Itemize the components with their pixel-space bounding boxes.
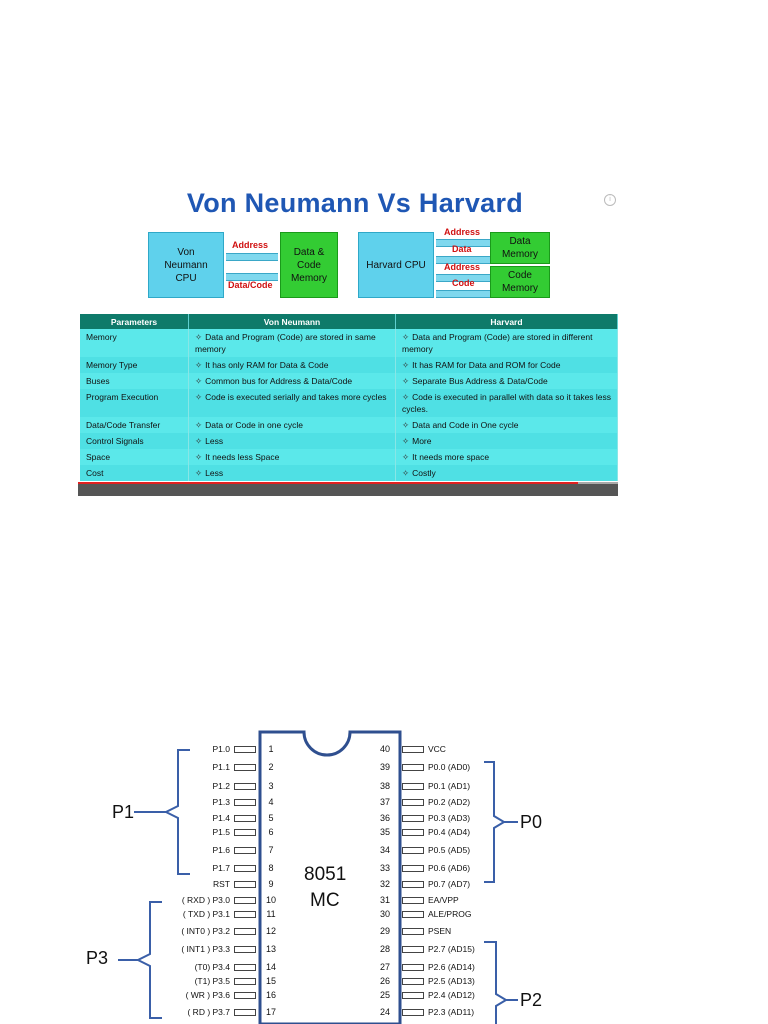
- row-von-neumann-text: Less: [205, 468, 224, 478]
- pin-label-right: VCC: [428, 744, 446, 754]
- pin-right: [402, 829, 424, 836]
- row-von-neumann: ✧ It needs less Space: [189, 449, 396, 465]
- row-von-neumann: ✧ Common bus for Address & Data/Code: [189, 373, 396, 389]
- row-von-neumann: ✧ Less: [189, 465, 396, 481]
- pin-label-right: P0.6 (AD6): [428, 863, 471, 873]
- pin-number-left: 5: [268, 813, 274, 823]
- pin-number-left: 16: [265, 990, 276, 1000]
- pin-left: [234, 946, 256, 953]
- pin-number-left: 15: [265, 976, 276, 986]
- table-row: [80, 417, 618, 433]
- pin-right: [402, 764, 424, 771]
- table-row: [80, 329, 618, 357]
- chip-name-line2: MC: [310, 890, 340, 911]
- pin-number-left: 13: [265, 944, 276, 954]
- row-parameter: Cost: [80, 465, 189, 481]
- p2-bracket: [484, 942, 506, 1024]
- row-von-neumann: ✧ Code is executed serially and takes more cycles: [189, 389, 396, 417]
- table-row: [80, 357, 618, 373]
- row-harvard: ✧ Code is executed in parallel with data so it takes less cycles.: [396, 389, 618, 417]
- pin-label-left: ( WR ) P3.6: [185, 990, 230, 1000]
- chip-name-line1: 8051: [304, 864, 347, 885]
- row-harvard: ✧ It needs more space: [396, 449, 618, 465]
- pin-number-left: 8: [268, 863, 274, 873]
- von-neumann-cpu-label: Von Neumann CPU: [164, 246, 208, 284]
- pin-right: [402, 978, 424, 985]
- h-data-label: Data: [452, 244, 472, 254]
- pin-right: [402, 799, 424, 806]
- table-row: [80, 433, 618, 449]
- row-von-neumann: ✧ Less: [189, 433, 396, 449]
- pin-number-left: 11: [266, 909, 276, 919]
- pin-label-left: (T0) P3.4: [194, 962, 230, 972]
- p3-bracket: [138, 902, 162, 1018]
- pin-number-right: 32: [379, 879, 390, 889]
- video-controls-bar[interactable]: [78, 484, 618, 496]
- pin-left: [234, 783, 256, 790]
- pin-left: [234, 746, 256, 753]
- row-harvard-text: Separate Bus Address & Data/Code: [412, 376, 548, 386]
- group-label-p0: P0: [520, 812, 543, 832]
- pin-right: [402, 815, 424, 822]
- pin-label-left: P1.5: [212, 827, 230, 837]
- row-harvard: ✧ Data and Program (Code) are stored in different memory: [396, 329, 618, 357]
- vn-address-label: Address: [232, 240, 269, 250]
- table-row: [80, 449, 618, 465]
- group-label-p2: P2: [520, 990, 543, 1010]
- pin-number-right: 28: [379, 944, 390, 954]
- pin-right: [402, 928, 424, 935]
- pin-label-left: ( INT0 ) P3.2: [181, 926, 230, 936]
- pin-right: [402, 946, 424, 953]
- pin-right: [402, 964, 424, 971]
- pin-number-right: 24: [379, 1007, 390, 1017]
- pin-label-right: P0.0 (AD0): [428, 762, 471, 772]
- pin-number-right: 35: [379, 827, 390, 837]
- table-row: [80, 465, 618, 481]
- pin-left: [234, 928, 256, 935]
- pin-label-right: P0.1 (AD1): [428, 781, 471, 791]
- pin-label-left: ( TXD ) P3.1: [182, 909, 230, 919]
- row-parameter: Buses: [80, 373, 189, 389]
- pin-number-right: 25: [379, 990, 390, 1000]
- row-harvard: ✧ Data and Code in One cycle: [396, 417, 618, 433]
- pin-label-left: P1.4: [212, 813, 230, 823]
- pin-label-right: P0.7 (AD7): [428, 879, 471, 889]
- pin-label-left: ( INT1 ) P3.3: [181, 944, 230, 954]
- row-von-neumann: ✧ Data and Program (Code) are stored in same memory: [189, 329, 396, 357]
- header-parameters: Parameters: [80, 314, 189, 329]
- pin-number-right: 33: [379, 863, 390, 873]
- pin-number-right: 31: [379, 895, 390, 905]
- header-harvard: Harvard: [396, 314, 618, 329]
- row-parameter: Data/Code Transfer: [80, 417, 189, 433]
- row-parameter: Space: [80, 449, 189, 465]
- pin-number-left: 12: [265, 926, 276, 936]
- pin-number-right: 37: [379, 797, 390, 807]
- pin-label-left: P1.3: [212, 797, 230, 807]
- harvard-cpu-box: [358, 232, 434, 298]
- table-row: [80, 373, 618, 389]
- pin-label-left: (T1) P3.5: [194, 976, 230, 986]
- group-label-p3: P3: [86, 948, 109, 968]
- pin-label-right: P2.7 (AD15): [428, 944, 475, 954]
- row-parameter: Memory Type: [80, 357, 189, 373]
- pin-left: [234, 992, 256, 999]
- vn-memory-box: [280, 232, 338, 298]
- row-von-neumann-text: Data or Code in one cycle: [205, 420, 303, 430]
- pin-label-left: ( RXD ) P3.0: [181, 895, 230, 905]
- h-code-label: Code: [452, 278, 475, 288]
- pin-number-right: 38: [379, 781, 390, 791]
- pin-number-right: 29: [379, 926, 390, 936]
- pin-number-left: 14: [265, 962, 276, 972]
- pin-number-right: 27: [379, 962, 390, 972]
- table-row: [80, 389, 618, 417]
- pin-number-left: 10: [265, 895, 276, 905]
- pin-label-right: P2.5 (AD13): [428, 976, 475, 986]
- pin-right: [402, 847, 424, 854]
- h-code-memory-label: Code Memory: [501, 270, 539, 294]
- p1-bracket: [166, 750, 190, 874]
- pin-label-left: RST: [213, 879, 230, 889]
- h-address2-label: Address: [444, 262, 481, 272]
- row-parameter: Program Execution: [80, 389, 189, 417]
- pin-label-right: ALE/PROG: [428, 909, 472, 919]
- pin-left: [234, 1009, 256, 1016]
- pin-right: [402, 992, 424, 999]
- pin-number-left: 4: [268, 797, 274, 807]
- pin-number-left: 7: [268, 845, 274, 855]
- pin-number-right: 40: [379, 744, 390, 754]
- pin-right: [402, 865, 424, 872]
- row-von-neumann-text: Less: [205, 436, 224, 446]
- harvard-cpu-label: Harvard CPU: [366, 259, 426, 271]
- row-harvard-text: It has RAM for Data and ROM for Code: [412, 360, 561, 370]
- row-parameter: Control Signals: [80, 433, 189, 449]
- pin-label-right: P2.3 (AD11): [428, 1007, 475, 1017]
- von-neumann-cpu-box: [148, 232, 224, 298]
- row-von-neumann: ✧ It has only RAM for Data & Code: [189, 357, 396, 373]
- pin-number-right: 36: [379, 813, 390, 823]
- p0-bracket: [484, 762, 504, 882]
- pin-left: [234, 829, 256, 836]
- row-harvard-text: It needs more space: [412, 452, 490, 462]
- row-harvard: ✧ It has RAM for Data and ROM for Code: [396, 357, 618, 373]
- pin-number-left: 1: [268, 744, 274, 754]
- row-harvard-text: Costly: [412, 468, 436, 478]
- pin-left: [234, 764, 256, 771]
- pin-label-left: ( RD ) P3.7: [187, 1007, 230, 1017]
- h-code-arrow: [436, 290, 490, 298]
- row-harvard-text: Data and Code in One cycle: [412, 420, 519, 430]
- pin-right: [402, 881, 424, 888]
- row-von-neumann-text: Common bus for Address & Data/Code: [205, 376, 353, 386]
- row-harvard: ✧ Separate Bus Address & Data/Code: [396, 373, 618, 389]
- pin-label-left: P1.1: [212, 762, 230, 772]
- pin-label-right: P0.2 (AD2): [428, 797, 471, 807]
- pin-label-right: P2.4 (AD12): [428, 990, 475, 1000]
- pin-left: [234, 815, 256, 822]
- pin-number-left: 9: [268, 879, 274, 889]
- video-frame[interactable]: [78, 182, 618, 496]
- row-harvard: ✧ Costly: [396, 465, 618, 481]
- pin-left: [234, 978, 256, 985]
- vn-address-arrow: [226, 253, 278, 261]
- pin-left: [234, 897, 256, 904]
- row-von-neumann-text: Code is executed serially and takes more cycles: [205, 392, 387, 402]
- pin-number-left: 2: [268, 762, 274, 772]
- group-label-p1: P1: [112, 802, 135, 822]
- pin-right: [402, 783, 424, 790]
- pin-left: [234, 865, 256, 872]
- h-address1-label: Address: [444, 227, 481, 237]
- row-harvard: ✧ More: [396, 433, 618, 449]
- pin-right: [402, 746, 424, 753]
- h-code-memory-box: [490, 266, 550, 298]
- pin-diagram: [78, 722, 568, 1024]
- pin-number-right: 30: [379, 909, 390, 919]
- pin-label-right: P2.6 (AD14): [428, 962, 475, 972]
- pin-label-left: P1.7: [212, 863, 230, 873]
- h-data-memory-label: Data Memory: [501, 236, 539, 260]
- pin-label-left: P1.2: [212, 781, 230, 791]
- pin-label-right: P0.4 (AD4): [428, 827, 471, 837]
- comparison-table: [80, 314, 618, 481]
- pin-label-right: EA/VPP: [428, 895, 459, 905]
- row-von-neumann-text: It has only RAM for Data & Code: [205, 360, 329, 370]
- pin-label-left: P1.6: [212, 845, 230, 855]
- pin-label-left: P1.0: [212, 744, 230, 754]
- pin-label-right: PSEN: [428, 926, 452, 936]
- header-von-neumann: Von Neumann: [189, 314, 396, 329]
- pin-left: [234, 911, 256, 918]
- row-von-neumann-text: Data and Program (Code) are stored in same memory: [195, 332, 376, 354]
- row-parameter: Memory: [80, 329, 189, 357]
- pin-label-right: P0.5 (AD5): [428, 845, 471, 855]
- pin-left: [234, 881, 256, 888]
- vn-datacode-label: Data/Code: [228, 280, 273, 290]
- pin-number-right: 26: [379, 976, 390, 986]
- pin-label-right: P0.3 (AD3): [428, 813, 471, 823]
- row-von-neumann: ✧ Data or Code in one cycle: [189, 417, 396, 433]
- pin-right: [402, 911, 424, 918]
- pin-left: [234, 847, 256, 854]
- pin-number-right: 34: [379, 845, 390, 855]
- pin-number-left: 6: [268, 827, 274, 837]
- pin-left: [234, 964, 256, 971]
- vn-memory-label: Data & Code Memory: [290, 246, 328, 284]
- row-harvard-text: Code is executed in parallel with data so it takes less cycles.: [402, 392, 612, 414]
- h-data-memory-box: [490, 232, 550, 264]
- pin-left: [234, 799, 256, 806]
- pin-number-right: 39: [379, 762, 390, 772]
- slide-title: Von Neumann Vs Harvard: [186, 188, 524, 218]
- pin-number-left: 3: [268, 781, 274, 791]
- pin-right: [402, 1009, 424, 1016]
- row-harvard-text: More: [412, 436, 432, 446]
- row-von-neumann-text: It needs less Space: [205, 452, 280, 462]
- row-harvard-text: Data and Program (Code) are stored in different memory: [402, 332, 593, 354]
- pin-number-left: 17: [265, 1007, 276, 1017]
- pin-right: [402, 897, 424, 904]
- info-icon[interactable]: i: [604, 194, 616, 206]
